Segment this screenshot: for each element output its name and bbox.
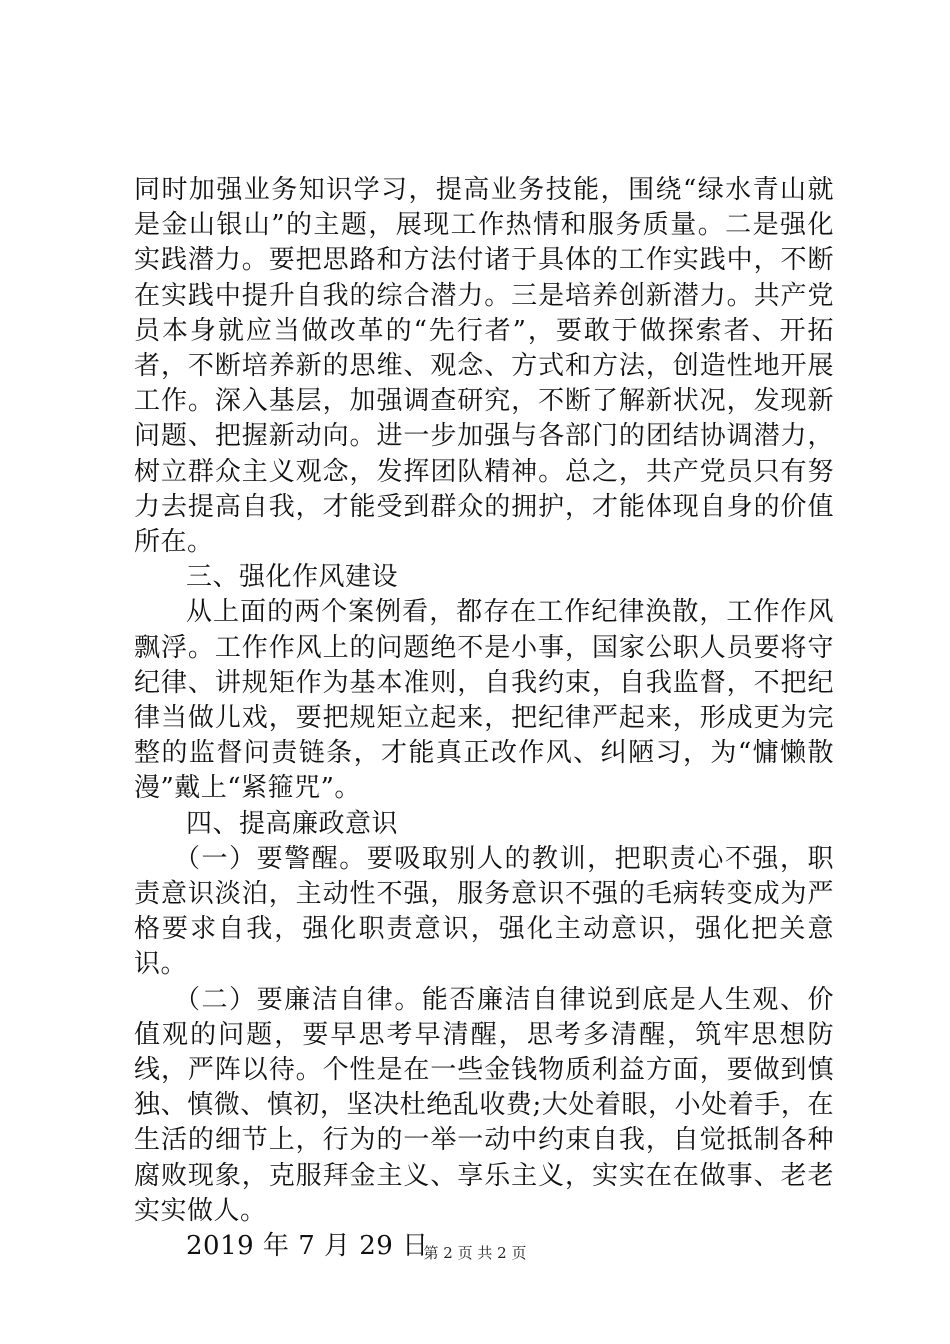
section-heading-3: 三、强化作风建设 bbox=[186, 562, 399, 593]
paragraph-vigilance: （一）要警醒。要吸取别人的教训，把职责心不强，职责意识淡泊，主动性不强，服务意识不强的毛病转变成为严格要求自我，强化职责意识，强化主动意识，强化把关意识。 bbox=[134, 843, 834, 980]
document-body bbox=[134, 173, 834, 1264]
paragraph-style-building: 从上面的两个案例看，都存在工作纪律涣散，工作作风飘浮。工作作风上的问题绝不是小事，国家公职人员要将守纪律、讲规矩作为基本准则，自我约束，自我监督，不把纪律当做儿戏，要把规矩立起来，把纪律严起来，形成更为完整的监督问责链条，才能真正改作风、纠陋习，为“慵懒散漫”戴上“紧箍咒”。 bbox=[134, 597, 834, 804]
paragraph-continued-text: 同时加强业务知识学习，提高业务技能，围绕“绿水青山就是金山银山”的主题，展现工作热情和服务质量。二是强化实践潜力。要把思路和方法付诸于具体的工作实践中，不断在实践中提升自我的综合潜力。三是培养创新潜力。共产党员本身就应当做改革的“先行者”，要敢于做探索者、开拓者，不断培养新的思维、观念、方式和方法，创造性地开展工作。深入基层，加强调查研究，不断了解新状况，发现新问题、把握新动向。进一步加强与各部门的团结协调潜力，树立群众主义观念，发挥团队精神。总之，共产党员只有努力去提高自我，才能受到群众的拥护，才能体现自身的价值所在。 bbox=[134, 175, 834, 558]
section-heading-4: 四、提高廉政意识 bbox=[186, 808, 399, 839]
page-number-label: 第 2 页 共 2 页 bbox=[423, 1244, 527, 1262]
paragraph-self-discipline: （二）要廉洁自律。能否廉洁自律说到底是人生观、价值观的问题，要早思考早清醒，思考多清醒，筑牢思想防线，严阵以待。个性是在一些金钱物质利益方面，要做到慎独、慎微、慎初，坚决杜绝乱收费;大处着眼，小处着手，在生活的细节上，行为的一举一动中约束自我，自觉抵制各种腐败现象，克服拜金主义、享乐主义，实实在在做事、老老实实做人。 bbox=[134, 984, 834, 1226]
page-footer bbox=[0, 1243, 950, 1263]
document-date: 2019 年 7 月 29 日 bbox=[186, 1231, 429, 1262]
